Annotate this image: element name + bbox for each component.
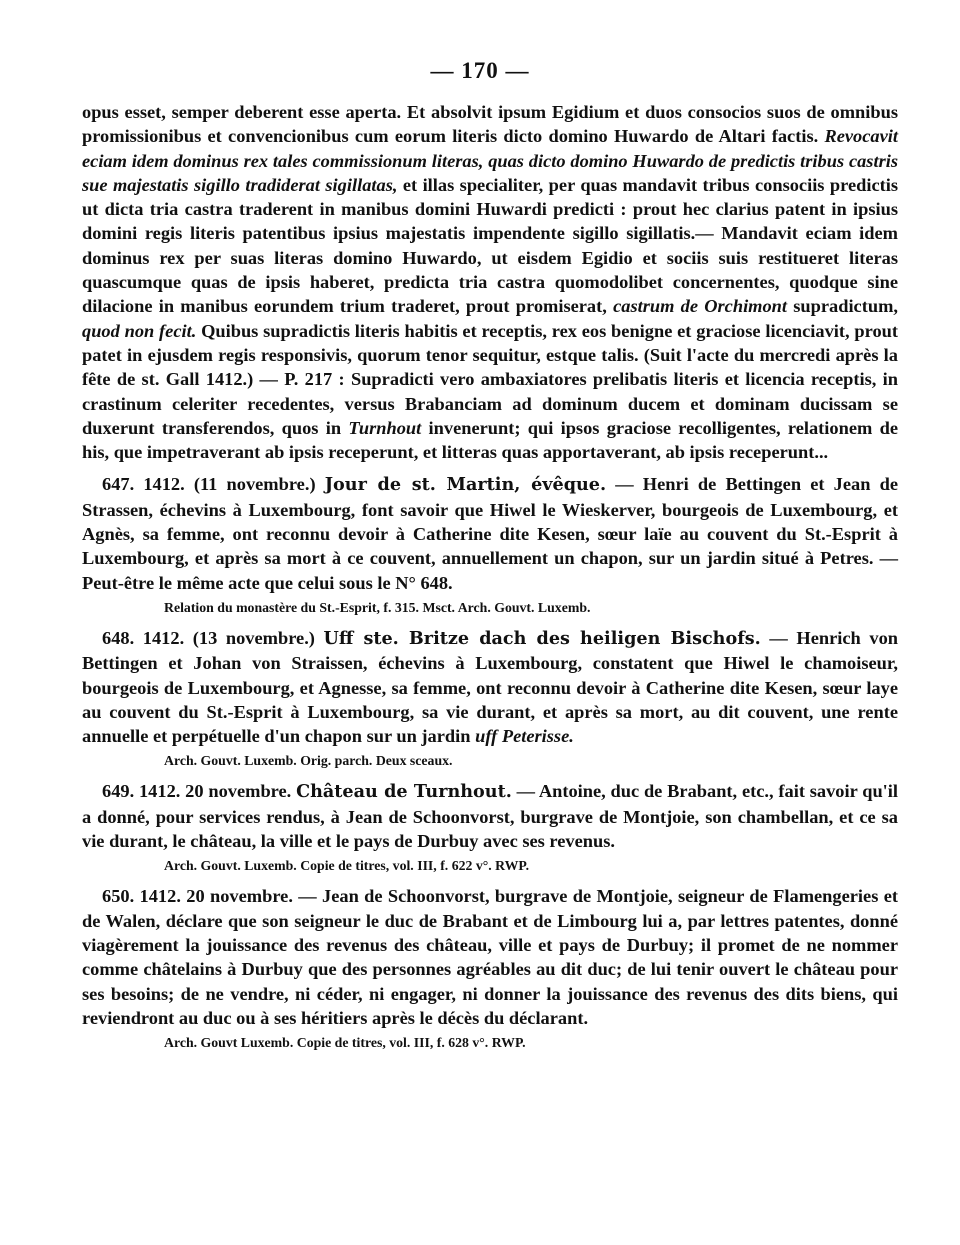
entry-body: — Jean de Schoonvorst, burgrave de Montjoie, seigneur de Flamengeries et de Walen, déclare que son seigneur le duc de Brabant et de Limbourg lui a, par lettres patentes, donné viagèrement la jouissance des revenus des château, ville et pays de Durbuy; il promet de ne nommer comme châtelains à Durbuy que des personnes agréables au dit duc; de lui tenir ouvert le château pour ses besoins; de ne vendre, ni céder, ni engager, ni donner la jouissance des revenus des dits biens, qui reviendront au duc ou à ses héritiers après le décès du déclarant. [82, 886, 898, 1028]
entry-head: 648. 1412. (13 novembre.) [102, 627, 324, 648]
entry-head: 649. 1412. 20 novembre. [102, 781, 297, 802]
text-run: invenerunt; qui ipsos graciose recolligentes, relationem de his, que impetraverant ab ipsis receperunt, et litteras quas apportaverant, ab ipsis receperunt... [82, 417, 898, 463]
italic-run: Revocavit eciam idem dominus rex tales commissionum literas, quas dicto domino Huwardo de predictis tribus castris sue majestatis sigillo tradiderat sigillatas, [82, 126, 898, 195]
entry-source: Arch. Gouvt. Luxemb. Orig. parch. Deux sceaux. [164, 753, 453, 769]
page-body [82, 100, 898, 1061]
italic-run: castrum de Orchimont [613, 296, 788, 317]
entry-source: Relation du monastère du St.-Esprit, f. 315. Msct. Arch. Gouvt. Luxemb. [164, 599, 591, 615]
entry-650 [82, 884, 898, 1030]
entry-source: Arch. Gouvt. Luxemb. Copie de titres, vol. III, f. 622 v°. RWP. [164, 858, 530, 874]
entry-648 [82, 626, 898, 748]
entry-title: Jour de st. Martin, évêque. [324, 474, 607, 496]
entry-source: Arch. Gouvt Luxemb. Copie de titres, vol. III, f. 628 v°. RWP. [164, 1035, 526, 1051]
entry-head: 650. 1412. 20 novembre. [102, 886, 293, 907]
text-run: supradictum, [787, 296, 898, 317]
entry-title: Château de Turnhout. [296, 781, 512, 803]
entry-body: — Henrich von Bettingen et Johan von Straissen, échevins à Luxembourg, constatent que Hiwel le chamoiseur, bourgeois de Luxembourg, et Agnesse, sa femme, ont reconnu devoir à Catherine dite Kesen, sœur laye au couvent du St.-Esprit à Luxembourg, sa vie durant, et après sa mort, au dit couvent, une rente annuelle et perpétuelle d'un chapon sur un jardin [82, 627, 898, 747]
entry-italic: uff Peterisse. [475, 726, 574, 747]
continuation-paragraph [82, 100, 898, 464]
entry-647 [82, 472, 898, 594]
page-number: — 170 — [430, 58, 530, 83]
text-run: Quibus supradictis literis habitis et receptis, rex eos benigne et graciose licenciavit, prout patet in ejusdem regis responsivis, quorum tenor sequitur, estque talis. (Suit l'acte du mercredi après la fête de st. Gall 1412.) — P. 217 : Supradicti vero ambaxiatores prelibatis literis et licencia receptis, in crastinum celeriter recedentes, versus Brabanciam ad dominum ducem et dominam ducissam se duxerunt transferendos, quos in [82, 320, 898, 438]
italic-run: quod non fecit. [82, 320, 197, 341]
text-run: opus esset, semper deberent esse aperta. Et absolvit ipsum Egidium et duos consocios suos de omnibus promissionibus et convencionibus cum eorum literis dicto domino Huwardo de Altari factis. [82, 102, 898, 147]
entry-title: Uff ste. Britze dach des heiligen Bischofs. [323, 627, 761, 649]
text-run: et illas specialiter, per quas mandavit tribus consociis predictis ut dicta tria castra traderent in manibus domini Huwardi predicti : prout hec clarius patent in ipsius domini regis literis patentibus ipsius majestatis impendente sigillo sigillatis.— Mandavit eciam idem dominus rex per suas literas domino Huwardo, ut eisdem Egidio et sociis suis restitueret literas quascumque quas de ipsis haberet, predicta tria castra quomodolibet concernentes, quodque sine dilacione in manibus eorundem trium traderet, prout promiserat, [82, 174, 898, 317]
italic-run: Turnhout [348, 417, 422, 438]
entry-body: — Antoine, duc de Brabant, etc., fait savoir qu'il a donné, pour services rendus, à Jean de Schoonvorst, burgrave de Montjoie, son chambellan, et ce sa vie durant, le château, la ville et le pays de Durbuy avec ses revenus. [82, 781, 899, 852]
entry-649 [82, 779, 898, 853]
entry-head: 647. 1412. (11 novembre.) [102, 474, 325, 495]
entry-body: — Henri de Bettingen et Jean de Strassen, échevins à Luxembourg, font savoir que Hiwel le Wieskerver, bourgeois de Luxembourg, et Agnès, sa femme, ont reconnu devoir à Catherine dite Kesen, sœur laïe au couvent du St.-Esprit à Luxembourg, et après sa mort à ce couvent, annuellement un chapon, sur un jardin situé à Petres. — Peut-être le même acte que celui sous le N° 648. [82, 474, 898, 593]
